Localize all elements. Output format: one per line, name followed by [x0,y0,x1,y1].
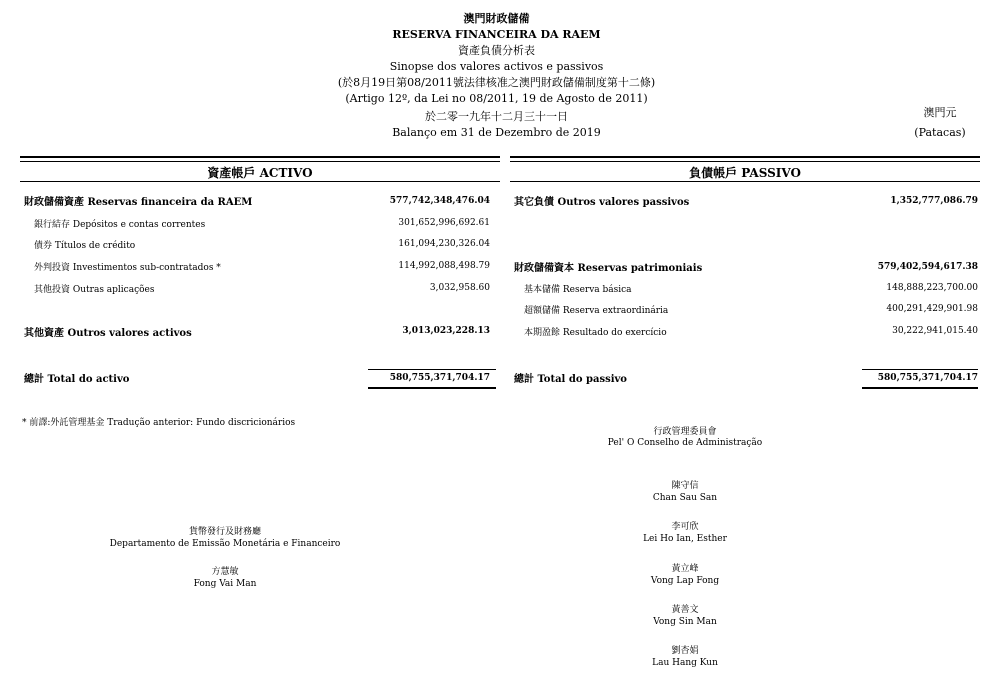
member-name-pt: Chan Sau San [652,493,718,503]
org-name-pt: RESERVA FINANCEIRA DA RAEM [392,28,601,41]
title-pt: Sinopse dos valores activos e passivos [389,60,604,73]
assets-total-value: 580,755,371,704.17 [389,373,490,383]
date-pt: Balanço em 31 de Dezembro de 2019 [392,126,601,139]
member-name-zh: 陳守信 [671,481,699,491]
currency-pt: (Patacas) [914,126,966,139]
board-name-zh: 行政管理委員會 [653,427,717,437]
assets-item-value: 301,652,996,692.61 [398,218,490,228]
signatory-name-pt: Fong Vai Man [193,579,257,589]
liabilities-total-rule-top [862,369,978,370]
law-ref-pt: (Artigo 12º, da Lei no 08/2011, 19 de Agosto de 2011) [345,92,648,105]
liabilities-item-label: 本期盈餘 Resultado do exercício [524,328,667,338]
dept-name-zh: 貨幣發行及財務廳 [188,527,261,537]
assets-top-rule-2 [20,161,500,162]
liabilities-other-value: 1,352,777,086.79 [890,196,978,206]
member-name-zh: 李可欣 [671,522,699,532]
dept-name-pt: Departamento de Emissão Monetária e Financeiro [109,539,341,549]
liabilities-item-label: 超額儲備 Reserva extraordinária [524,306,669,316]
liabilities-item-value: 400,291,429,901.98 [886,304,978,314]
assets-total-rule-top [368,369,496,370]
liabilities-heading-rule [510,181,980,182]
assets-heading: 資產帳戶 ACTIVO [207,166,313,180]
currency-zh: 澳門元 [923,106,957,119]
assets-item-label: 債券 Títulos de crédito [34,241,136,251]
assets-other-value: 3,013,023,228.13 [402,326,490,336]
liabilities-item-value: 30,222,941,015.40 [892,326,978,336]
liabilities-top-rule [510,156,980,158]
member-name-zh: 劉杏娟 [671,646,699,656]
liabilities-heading: 負債帳戶 PASSIVO [689,166,801,180]
liabilities-top-rule-2 [510,161,980,162]
member-name-zh: 黃立峰 [671,564,699,574]
assets-heading-rule [20,181,500,182]
assets-total-rule-bottom [368,387,496,389]
org-name-zh: 澳門財政儲備 [463,12,530,25]
member-name-pt: Vong Lap Fong [650,576,720,586]
liabilities-total-value: 580,755,371,704.17 [877,373,978,383]
member-name-pt: Lau Hang Kun [652,658,718,668]
assets-reserves-value: 577,742,348,476.04 [389,196,490,206]
signatory-name-zh: 方慧敏 [211,567,239,577]
member-name-zh: 黃善文 [671,605,699,615]
assets-item-value: 3,032,958.60 [429,283,490,293]
assets-item-value: 161,094,230,326.04 [398,239,490,249]
assets-top-rule [20,156,500,158]
assets-reserves-label: 財政儲備資產 Reservas financeira da RAEM [24,197,253,208]
liabilities-item-value: 148,888,223,700.00 [886,283,978,293]
liabilities-reserves-value: 579,402,594,617.38 [877,262,978,272]
liabilities-reserves-label: 財政儲備資本 Reservas patrimoniais [514,263,703,274]
assets-other-label: 其他資產 Outros valores activos [24,328,192,339]
liabilities-total-label: 總計 Total do passivo [514,374,627,385]
assets-item-value: 114,992,088,498.79 [398,261,490,271]
assets-item-label: 其他投資 Outras aplicações [34,285,155,295]
member-name-pt: Vong Sin Man [653,617,717,627]
member-name-pt: Lei Ho Ian, Esther [643,534,727,544]
liabilities-item-label: 基本儲備 Reserva básica [524,285,632,295]
board-name-pt: Pel' O Conselho de Administração [607,438,763,448]
title-zh: 資產負債分析表 [458,44,535,57]
date-zh: 於二零一九年十二月三十一日 [425,110,568,123]
liabilities-other-label: 其它負債 Outros valores passivos [514,197,690,208]
assets-item-label: 外判投資 Investimentos sub-contratados * [34,263,221,273]
footnote: * 前譯:外託管理基金 Tradução anterior: Fundo discricionários [22,418,296,428]
liabilities-total-rule-bottom [862,387,978,389]
assets-total-label: 總計 Total do activo [24,374,130,385]
law-ref-zh: (於8月19日第08/2011號法律核准之澳門財政儲備制度第十二條) [337,76,656,89]
assets-item-label: 銀行結存 Depósitos e contas correntes [34,220,206,230]
